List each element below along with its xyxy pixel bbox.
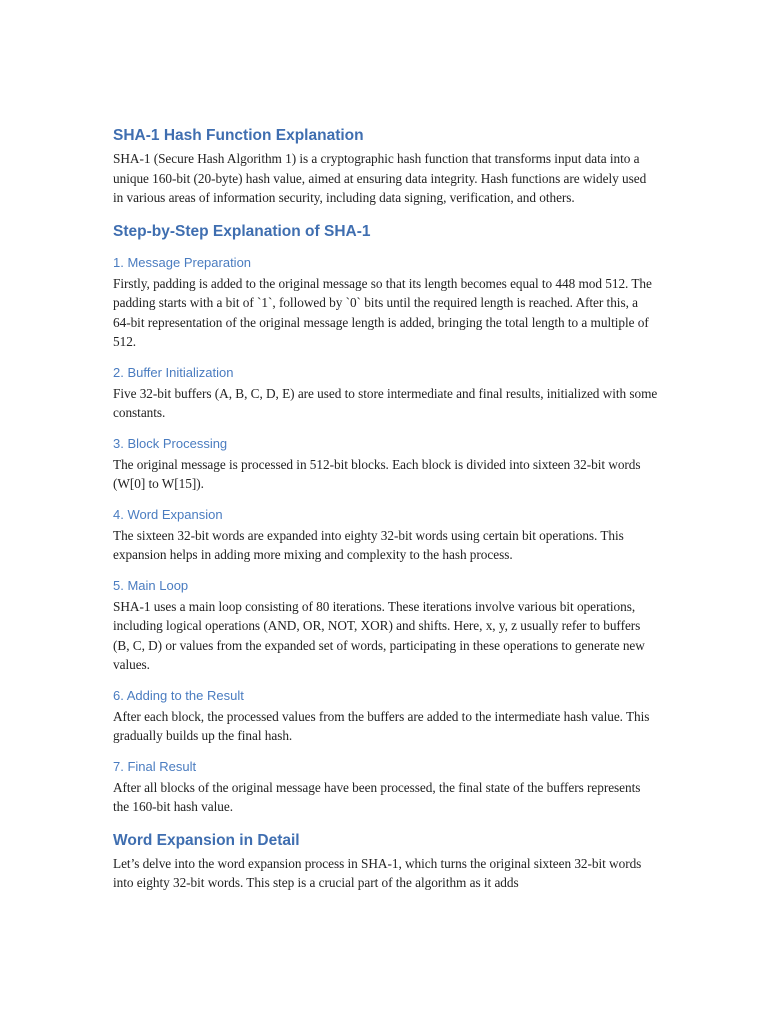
step-heading: 1. Message Preparation [113,254,252,270]
detail-paragraph: Let’s delve into the word expansion process in SHA-1, which turns the original sixteen 32-bit words into eighty 32-bit words. This step is a crucial part of the algorithm as it adds [113,855,642,890]
step-text: After each block, the processed values from the buffers are added to the intermediate hash value. This gradually builds up the final hash. [113,708,650,743]
document-title: SHA-1 Hash Function Explanation [113,127,364,144]
step-heading: 7. Final Result [113,758,197,774]
step-2 [113,364,658,423]
step-text: The sixteen 32-bit words are expanded into eighty 32-bit words using certain bit operations. This expansion helps in adding more mixing and complexity to the hash process. [113,527,624,562]
step-heading: 5. Main Loop [113,577,189,593]
step-7 [113,758,658,817]
step-text: The original message is processed in 512-bit blocks. Each block is divided into sixteen 32-bit words (W[0] to W[15]). [113,456,641,491]
step-1 [113,254,658,352]
steps-section-heading: Step-by-Step Explanation of SHA-1 [113,222,371,240]
step-3 [113,435,658,494]
step-heading: 6. Adding to the Result [113,687,244,703]
step-heading: 4. Word Expansion [113,506,223,522]
step-text: After all blocks of the original message have been processed, the final state of the buffers represents the 160-bit hash value. [113,779,641,814]
step-heading: 2. Buffer Initialization [113,364,234,380]
intro-paragraph: SHA-1 (Secure Hash Algorithm 1) is a cryptographic hash function that transforms input data into a unique 160-bit (20-byte) hash value, aimed at ensuring data integrity. Hash functions are widely used in various areas of information security, including data signing, verification, and others. [113,151,647,205]
step-heading: 3. Block Processing [113,435,228,451]
step-6 [113,687,658,746]
step-5 [113,577,658,675]
step-text: SHA-1 uses a main loop consisting of 80 iterations. These iterations involve various bit operations, including logical operations (AND, OR, NOT, XOR) and shifts. Here, x, y, z usually refer to buffers (B, C, D) or values from the expanded set of words, participating in these operations to generate new values. [113,598,645,672]
step-text: Firstly, padding is added to the original message so that its length becomes equal to 448 mod 512. The padding starts with a bit of `1`, followed by `0` bits until the required length is reached. After this, a 64-bit representation of the original message length is added, bringing the total length to a multiple of 512. [113,275,652,349]
step-text: Five 32-bit buffers (A, B, C, D, E) are used to store intermediate and final results, initialized with some constants. [113,385,658,420]
step-4 [113,506,658,565]
detail-section-heading: Word Expansion in Detail [113,831,300,849]
document-page [113,126,658,893]
